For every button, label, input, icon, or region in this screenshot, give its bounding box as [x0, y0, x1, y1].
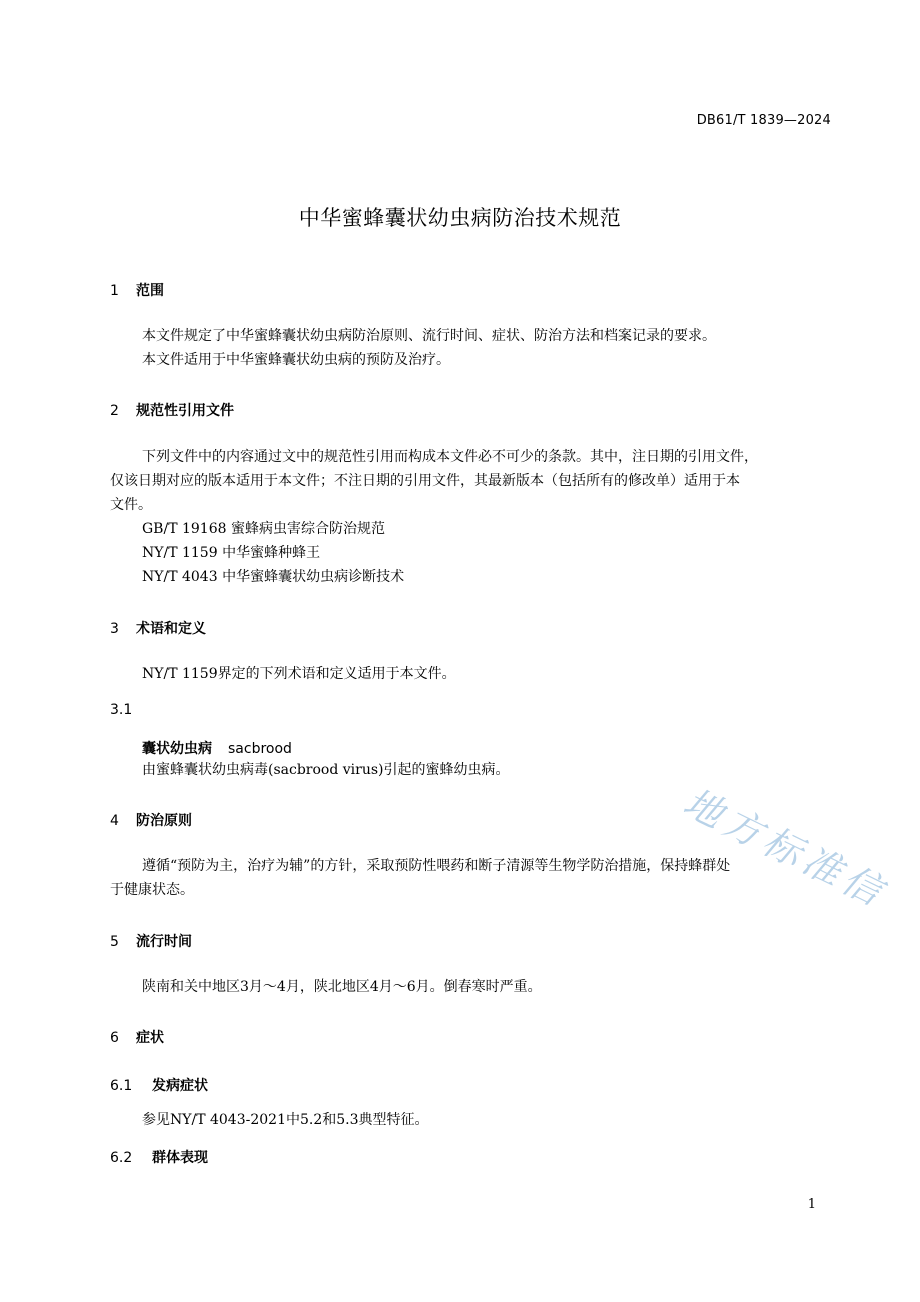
document-title: 中华蜜蜂囊状幼虫病防治技术规范 — [298, 206, 622, 230]
reference-item: GB/T 19168 蜜蜂病虫害综合防治规范 — [142, 521, 385, 537]
term-definition: 由蜜蜂囊状幼虫病毒(sacbrood virus)引起的蜜蜂幼虫病。 — [142, 762, 510, 778]
section-5-heading — [110, 931, 192, 951]
section-title: 范围 — [136, 283, 164, 299]
subsection-6-1-heading — [110, 1075, 208, 1095]
paragraph-continuation: 文件。 — [110, 497, 152, 513]
doc-code: DB61/T 1839—2024 — [696, 113, 831, 128]
paragraph-continuation: 仅该日期对应的版本适用于本文件；不注日期的引用文件，其最新版本（包括所有的修改单）适用于本 — [110, 473, 740, 489]
paragraph: 本文件规定了中华蜜蜂囊状幼虫病防治原则、流行时间、症状、防治方法和档案记录的要求。 — [142, 328, 716, 344]
subsection-number: 6.2 — [110, 1150, 133, 1166]
subsection-number: 6.1 — [110, 1078, 133, 1094]
section-6-heading — [110, 1027, 164, 1047]
subsection-title: 群体表现 — [152, 1150, 208, 1166]
section-number: 2 — [110, 403, 119, 419]
section-number: 1 — [110, 283, 119, 299]
paragraph-continuation: 于健康状态。 — [110, 882, 194, 898]
subsection-3-1-number: 3.1 — [110, 702, 133, 718]
paragraph: 参见NY/T 4043-2021中5.2和5.3典型特征。 — [142, 1112, 429, 1128]
subsection-6-2-heading — [110, 1147, 208, 1167]
paragraph: 遵循“预防为主，治疗为辅”的方针，采取预防性喂药和断子清源等生物学防治措施，保持蜂群处 — [142, 858, 731, 874]
term-chinese: 囊状幼虫病 — [142, 741, 212, 757]
section-3-heading — [110, 618, 206, 638]
section-title: 术语和定义 — [136, 621, 206, 637]
section-number: 6 — [110, 1030, 119, 1046]
section-title: 规范性引用文件 — [136, 403, 234, 419]
section-number: 3 — [110, 621, 119, 637]
term-english: sacbrood — [228, 741, 292, 757]
section-title: 流行时间 — [136, 934, 192, 950]
section-title: 防治原则 — [136, 813, 192, 829]
paragraph: NY/T 1159界定的下列术语和定义适用于本文件。 — [142, 666, 456, 682]
section-title: 症状 — [136, 1030, 164, 1046]
term-entry — [142, 738, 292, 758]
watermark: 地方标准信 — [676, 780, 894, 917]
section-2-heading — [110, 400, 234, 420]
page-number: 1 — [807, 1197, 816, 1212]
section-4-heading — [110, 810, 192, 830]
section-number: 5 — [110, 934, 119, 950]
section-number: 4 — [110, 813, 119, 829]
subsection-title: 发病症状 — [152, 1078, 208, 1094]
reference-item: NY/T 1159 中华蜜蜂种蜂王 — [142, 545, 321, 561]
paragraph: 下列文件中的内容通过文中的规范性引用而构成本文件必不可少的条款。其中，注日期的引用文件， — [142, 449, 758, 465]
section-1-heading — [110, 280, 164, 300]
reference-item: NY/T 4043 中华蜜蜂囊状幼虫病诊断技术 — [142, 569, 405, 585]
paragraph: 陕南和关中地区3月～4月，陕北地区4月～6月。倒春寒时严重。 — [142, 979, 542, 995]
paragraph: 本文件适用于中华蜜蜂囊状幼虫病的预防及治疗。 — [142, 352, 450, 368]
